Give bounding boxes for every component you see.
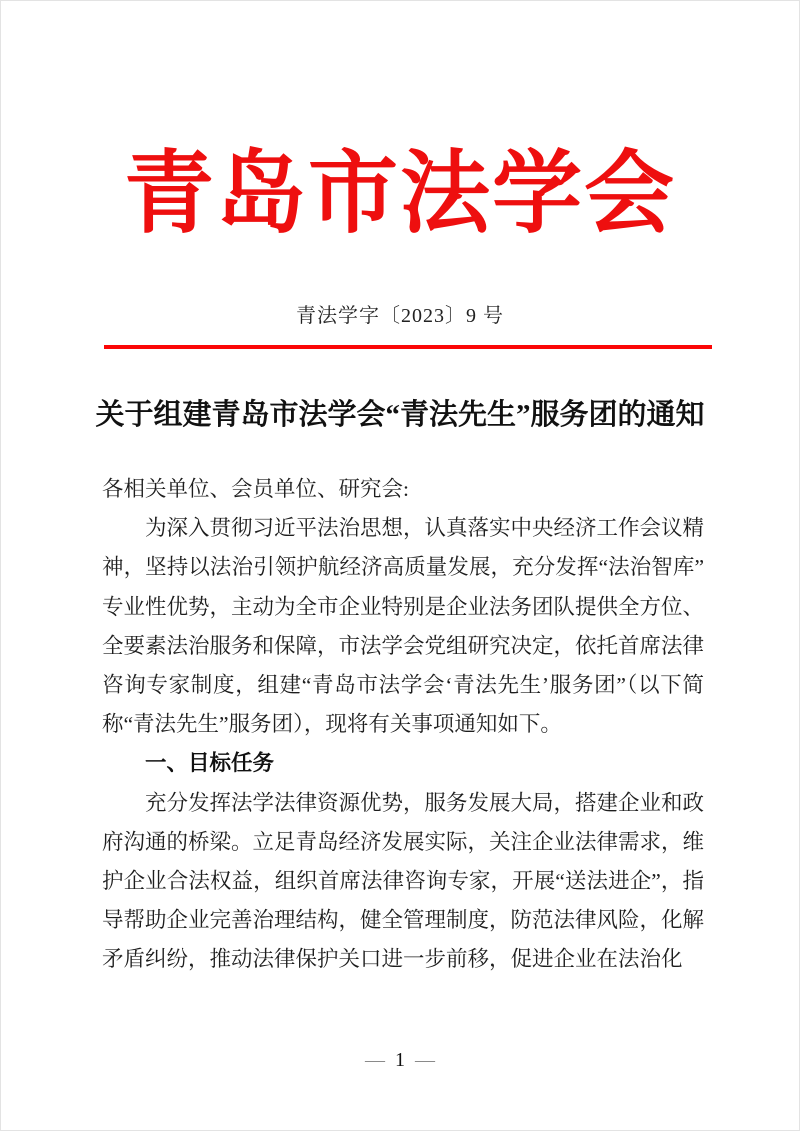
section-heading-goals: 一、目标任务	[145, 751, 275, 776]
page-number: 1	[395, 1049, 405, 1071]
doc-reference-number: 青法学字〔2023〕9 号	[296, 305, 504, 327]
footer-dash-right: —	[415, 1049, 435, 1071]
red-divider-rule	[104, 345, 712, 349]
document-body	[102, 470, 704, 980]
document-title: 关于组建青岛市法学会“青法先生”服务团的通知	[95, 399, 705, 431]
salutation-line: 各相关单位、会员单位、研究会:	[102, 477, 409, 501]
page-footer	[0, 1046, 800, 1074]
masthead-title: 青岛市法学会	[124, 145, 676, 244]
footer-dash-left: —	[365, 1049, 385, 1071]
paragraph-goals: 充分发挥法学法律资源优势，服务发展大局，搭建企业和政府沟通的桥梁。立足青岛经济发展实际，关注企业法律需求，维护企业合法权益，组织首席法律咨询专家，开展“送法进企”，指导帮助企业完善治理结构，健全管理制度，防范法律风险，化解矛盾纠纷，推动法律保护关口进一步前移，促进企业在法治化	[102, 790, 705, 972]
paragraph-intro: 为深入贯彻习近平法治思想，认真落实中央经济工作会议精神，坚持以法治引领护航经济高质量发展，充分发挥“法治智库”专业性优势，主动为全市企业特别是企业法务团队提供全方位、全要素法治服务和保障，市法学会党组研究决定，依托首席法律咨询专家制度，组建“青岛市法学会‘青法先生’服务团”（以下简称“青法先生”服务团），现将有关事项通知如下。	[102, 516, 705, 737]
